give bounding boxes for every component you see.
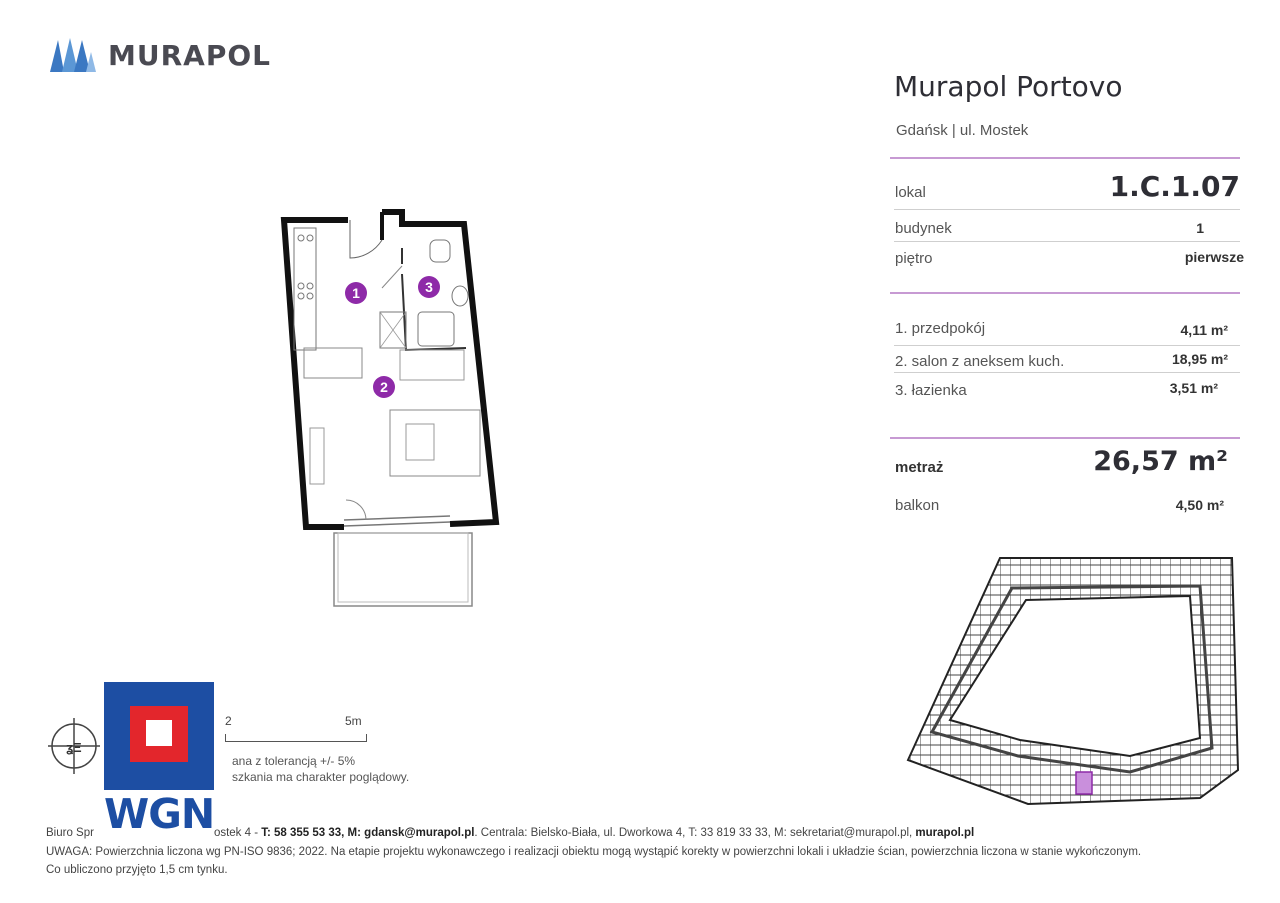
divider (894, 372, 1240, 373)
bathroom-wall (402, 248, 466, 350)
divider (890, 292, 1240, 294)
wgn-logo-icon (104, 682, 214, 790)
room-area: 3,51 m² (1169, 380, 1218, 396)
balcony-door (346, 500, 366, 520)
detail-value-budynek: 1 (1196, 220, 1204, 236)
footer-website[interactable]: murapol.pl (915, 827, 975, 839)
balcony-label: balkon (895, 497, 940, 514)
detail-label-budynek: budynek (895, 220, 952, 237)
scale-mid-label: 2 (225, 714, 232, 728)
svg-text:3: 3 (425, 279, 433, 295)
divider (894, 345, 1240, 346)
window (344, 522, 450, 526)
svg-text:1: 1 (352, 285, 360, 301)
divider (894, 241, 1240, 242)
dining-table (304, 348, 362, 378)
room-label: 1. przedpokój (895, 320, 986, 337)
bathroom-door (382, 266, 402, 288)
illustrative-note: szkania ma charakter poglądowy. (232, 770, 410, 784)
room-marker-1 (345, 282, 367, 304)
scale-end-label: 5m (345, 714, 362, 728)
entrance-door (350, 220, 382, 258)
project-location: Gdańsk | ul. Mostek (896, 122, 1029, 139)
detail-value-lokal: 1.C.1.07 (1109, 170, 1240, 203)
coffee-table (406, 424, 434, 460)
window (344, 516, 450, 520)
divider (894, 209, 1240, 210)
total-area-label: metraż (895, 459, 944, 476)
divider (890, 437, 1240, 439)
room-area: 18,95 m² (1171, 351, 1228, 367)
wgn-watermark (104, 682, 216, 836)
washbasin (452, 286, 468, 306)
detail-label-pietro: piętro (895, 250, 933, 267)
tolerance-note: ana z tolerancją +/- 5% (232, 754, 356, 768)
room-area: 4,11 m² (1180, 322, 1228, 338)
svg-text:ʓΞ: ʓΞ (66, 740, 82, 755)
balcony-outline (334, 533, 472, 606)
room-label: 2. salon z aneksem kuch. (895, 353, 1065, 370)
kitchen-counter (294, 228, 316, 350)
footer-contact: Biuro Spr ostek 4 - T: 58 355 53 33, M: gdansk@murapol.pl. Centrala: Bielsko-Biała, ul. Dworkowa 4, T: 33 819 33 33, M: sekretariat@murapol.pl, murapol.pl (46, 827, 975, 839)
room-marker-2 (373, 376, 395, 398)
wgn-logo-text: WGN (104, 790, 215, 838)
divider (890, 157, 1240, 159)
tv-cabinet (310, 428, 324, 484)
project-title: Murapol Portovo (894, 70, 1123, 103)
floor-plan (270, 200, 510, 610)
unit-highlight (1076, 772, 1092, 794)
scale-line (225, 734, 367, 742)
detail-value-pietro: pierwsze (1184, 249, 1244, 265)
brand-name: MURAPOL (108, 38, 271, 72)
bathroom-lower (400, 350, 464, 380)
footer-disclaimer: UWAGA: Powierzchnia liczona wg PN-ISO 9836; 2022. Na etapie projektu wykonawczego i realizacji obiektu mogą wystąpić korekty w powierzchni lokali i układzie ścian, powierzchnia liczona w stanie wykończonym. (46, 846, 1142, 858)
murapol-logo (50, 38, 271, 72)
building-site-plan (900, 550, 1245, 810)
footer-phone: T: 58 355 53 33, M: gdansk@murapol.pl (261, 827, 475, 839)
balcony-area: 4,50 m² (1175, 497, 1224, 513)
balcony-inner (338, 533, 468, 602)
svg-text:2: 2 (380, 379, 388, 395)
toilet (430, 240, 450, 262)
room-label: 3. łazienka (895, 382, 967, 399)
washing-machine (418, 312, 454, 346)
outer-wall (382, 212, 496, 524)
sofa (390, 410, 480, 476)
compass-icon (48, 712, 100, 774)
room-marker-3 (418, 276, 440, 298)
scale-bar (215, 714, 395, 744)
detail-label-lokal: lokal (895, 184, 926, 201)
footer-plaster-note: Co ubliczono przyjęto 1,5 cm tynku. (46, 864, 228, 876)
murapol-logo-icon (50, 38, 96, 72)
total-area-value: 26,57 m² (1093, 446, 1228, 477)
